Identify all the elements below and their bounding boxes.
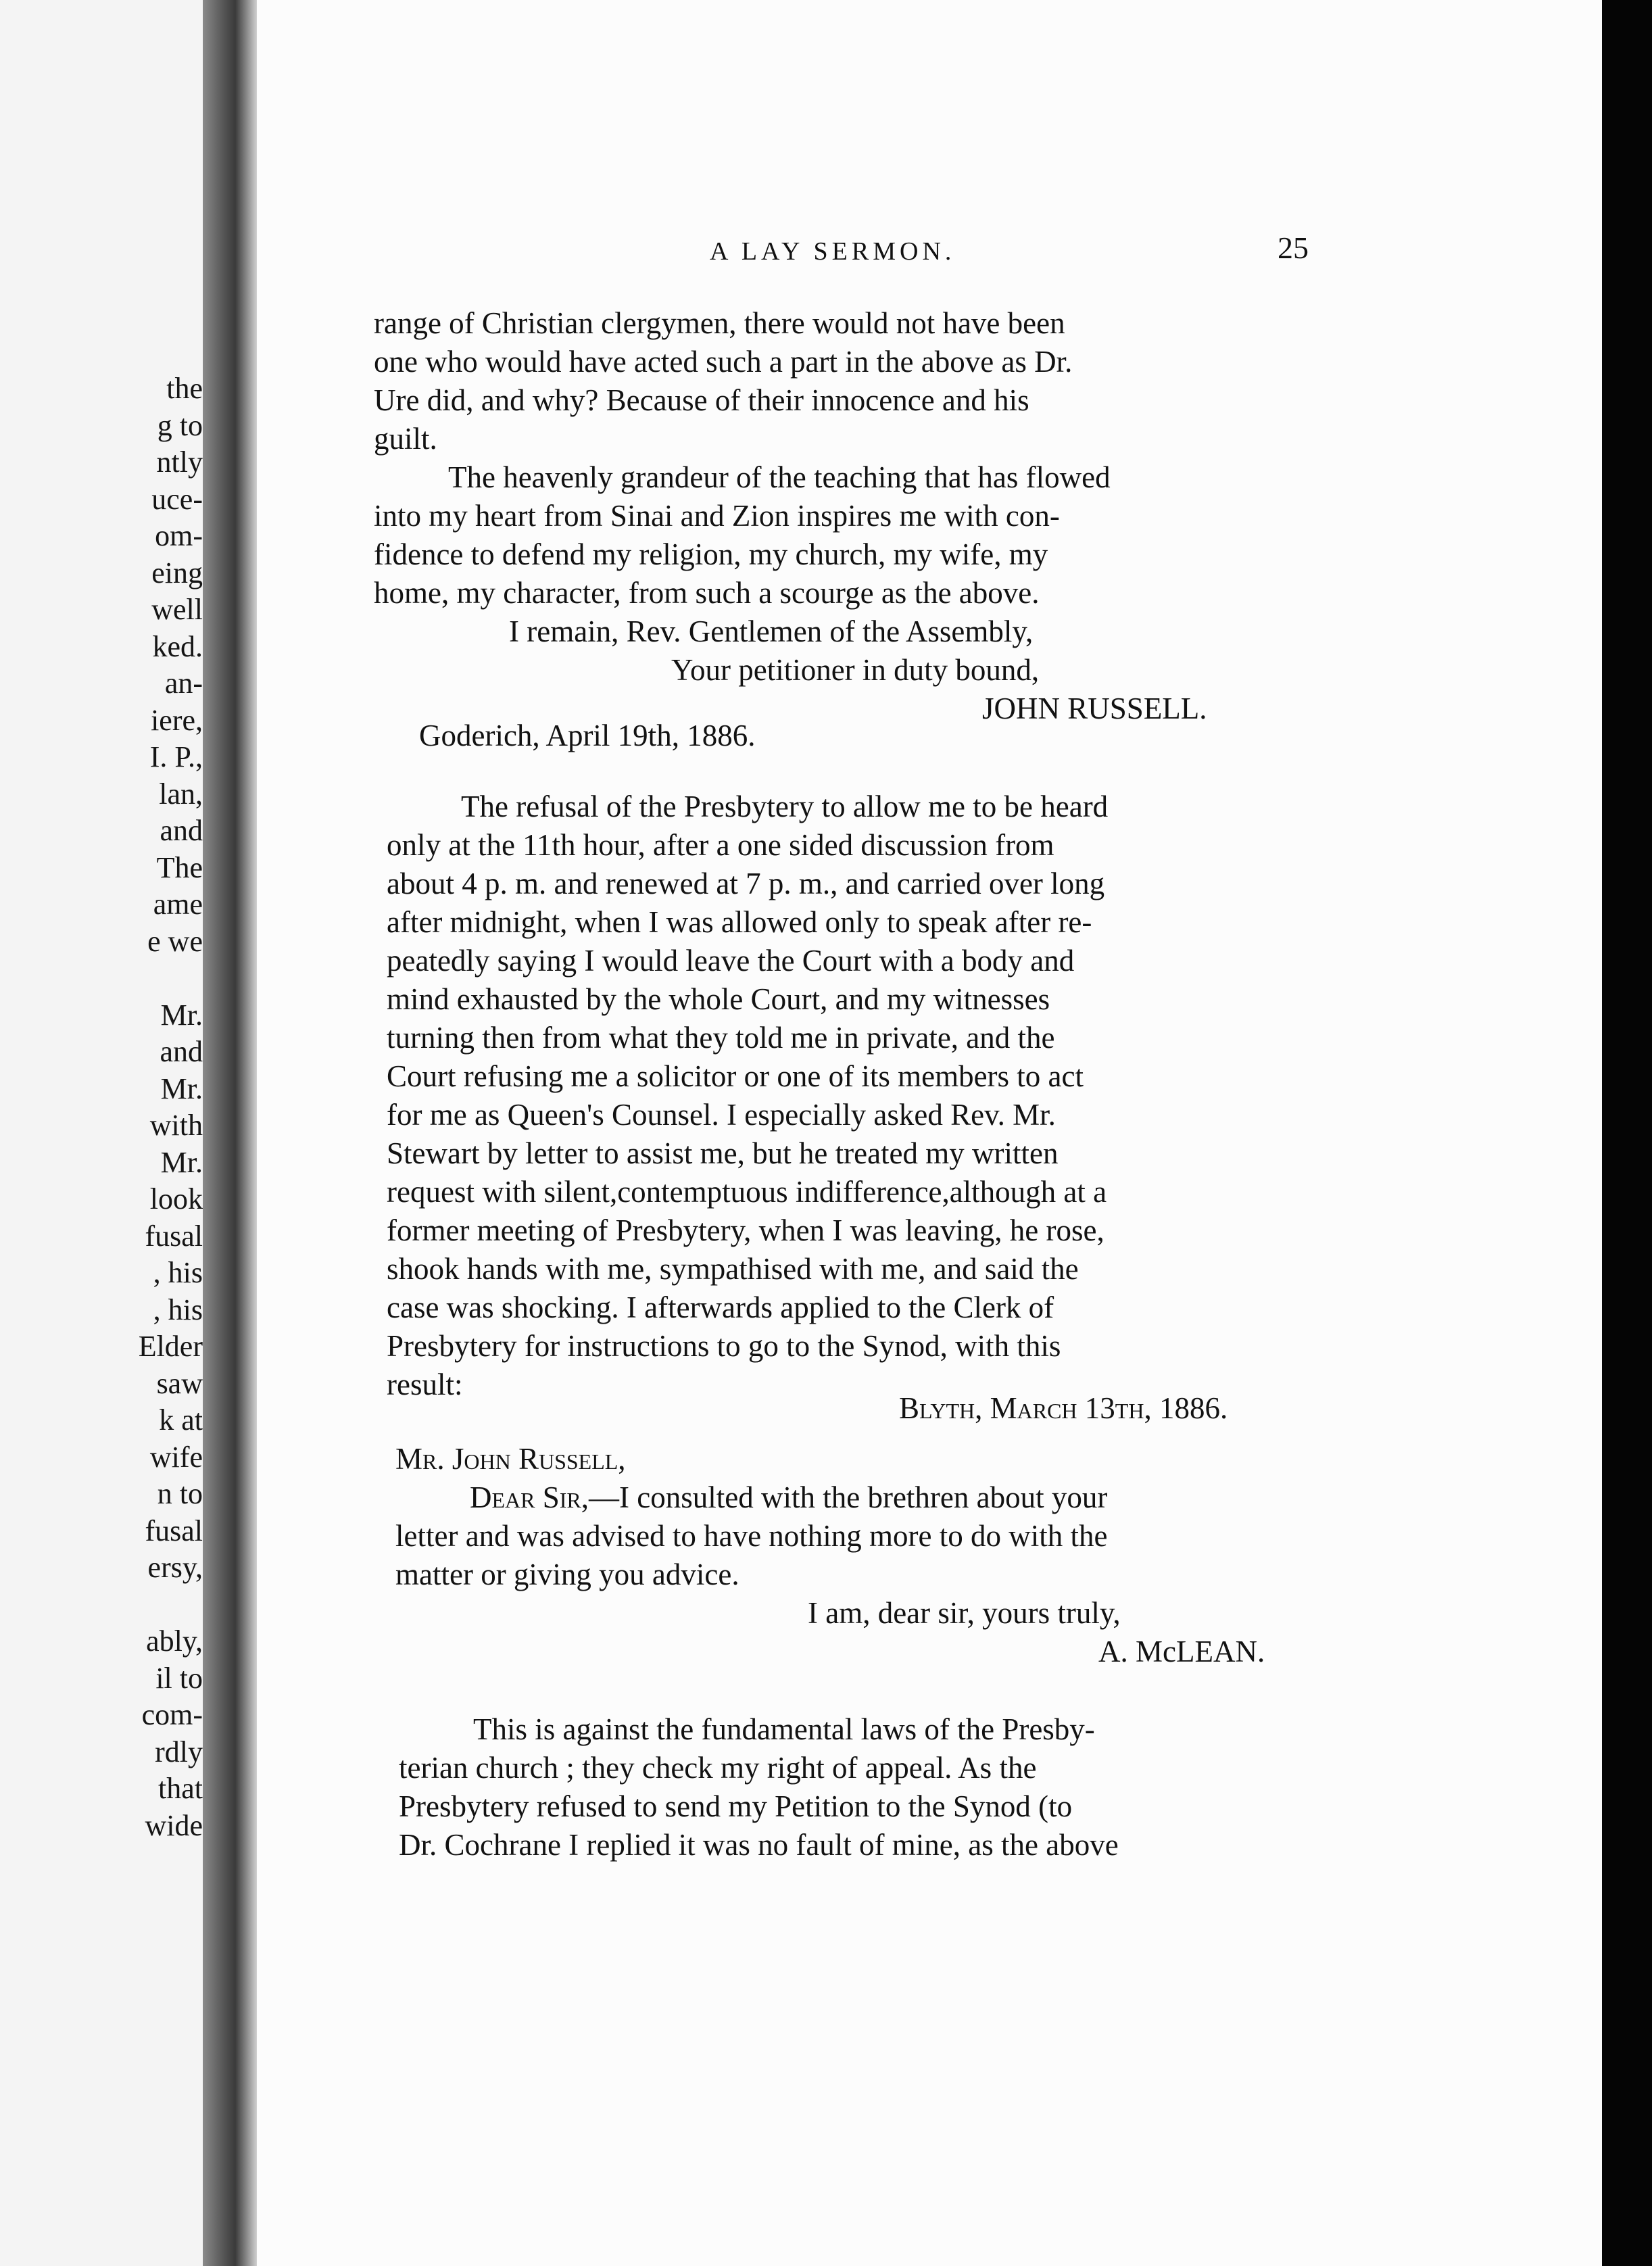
facing-line: with (149, 1109, 203, 1142)
facing-line: well (151, 593, 203, 626)
text-line: guilt. (374, 422, 437, 456)
text-line: result: (387, 1368, 463, 1401)
letter (395, 1440, 1265, 1671)
facing-line: ame (153, 888, 203, 921)
facing-line: il to (155, 1661, 203, 1695)
facing-line: saw (156, 1366, 203, 1400)
paragraph-appeal (399, 1710, 1119, 1864)
facing-line: Elder (138, 1330, 203, 1363)
facing-line: com- (141, 1698, 203, 1731)
text-line: Presbytery refused to send my Petition to the Synod (to (399, 1789, 1073, 1823)
facing-line: and (160, 814, 203, 847)
facing-line: The (156, 850, 203, 884)
text-line: range of Christian clergymen, there would not have been (374, 306, 1065, 340)
scan-border (1602, 0, 1652, 2266)
facing-line: Mr. (160, 1071, 203, 1105)
closing-line: I remain, Rev. Gentlemen of the Assembly, (509, 614, 1034, 648)
text-line: only at the 11th hour, after a one sided discussion from (387, 828, 1054, 862)
text-line: for me as Queen's Counsel. I especially asked Rev. Mr. (387, 1098, 1056, 1132)
facing-page-text (122, 370, 203, 1844)
facing-line: wife (149, 1440, 203, 1474)
facing-line: ersy, (147, 1551, 203, 1584)
running-head: A LAY SERMON. (710, 237, 956, 266)
text-line: request with silent,contemptuous indifference,although at a (387, 1175, 1107, 1209)
text-line: home, my character, from such a scourge as the above. (374, 576, 1040, 610)
text-line: turning then from what they told me in private, and the (387, 1021, 1055, 1055)
text-line: matter or giving you advice. (395, 1558, 739, 1591)
facing-line: , his (153, 1256, 203, 1289)
facing-line: and (160, 1035, 203, 1068)
paragraph-continuation (374, 304, 1207, 728)
text-line: peatedly saying I would leave the Court with a body and (387, 944, 1075, 978)
facing-line: that (158, 1772, 203, 1805)
book-gutter (203, 0, 257, 2266)
signature: JOHN RUSSELL. (982, 692, 1207, 725)
facing-line (122, 960, 203, 997)
text-line: Dr. Cochrane I replied it was no fault of mine, as the above (399, 1828, 1119, 1862)
letter-signature: A. McLEAN. (1098, 1635, 1265, 1668)
text-line: into my heart from Sinai and Zion inspires me with con- (374, 499, 1060, 533)
facing-line: the (166, 372, 203, 405)
text-line: one who would have acted such a part in the above as Dr. (374, 345, 1073, 379)
facing-line: uce- (151, 482, 203, 516)
facing-line (122, 1587, 203, 1624)
facing-line: Mr. (160, 998, 203, 1032)
text-line: former meeting of Presbytery, when I was leaving, he rose, (387, 1213, 1104, 1247)
letter-closing: I am, dear sir, yours truly, (808, 1596, 1121, 1630)
text-line: fidence to defend my religion, my church, my wife, my (374, 537, 1048, 571)
facing-line: rdly (155, 1735, 203, 1768)
letter-addressee: Mr. John Russell, (395, 1442, 626, 1476)
facing-line: k at (159, 1403, 203, 1437)
letter-dateline: Blyth, March 13th, 1886. (899, 1391, 1228, 1425)
facing-line: ked. (152, 629, 203, 663)
facing-line: e we (147, 924, 203, 958)
facing-line: ably, (146, 1624, 203, 1658)
closing-line: Your petitioner in duty bound, (671, 653, 1040, 687)
text-line: case was shocking. I afterwards applied to the Clerk of (387, 1291, 1054, 1324)
text-line: This is against the fundamental laws of the Presby- (473, 1712, 1095, 1746)
text-line: after midnight, when I was allowed only to speak after re- (387, 905, 1092, 939)
facing-line: g to (157, 408, 203, 442)
facing-line: wide (145, 1808, 203, 1842)
text-line: shook hands with me, sympathised with me, and said the (387, 1252, 1079, 1286)
place-date: Goderich, April 19th, 1886. (419, 719, 756, 752)
text-line: letter and was advised to have nothing more to do with the (395, 1519, 1108, 1553)
text-line: The heavenly grandeur of the teaching that has flowed (448, 460, 1111, 494)
facing-line: lan, (159, 777, 203, 811)
facing-line: look (149, 1182, 203, 1215)
facing-page (0, 0, 203, 2266)
facing-line: om- (155, 519, 203, 552)
text-line: Court refusing me a solicitor or one of its members to act (387, 1059, 1084, 1093)
text-line: terian church ; they check my right of appeal. As the (399, 1751, 1037, 1785)
text-line: The refusal of the Presbytery to allow me to be heard (461, 790, 1109, 823)
text-line: about 4 p. m. and renewed at 7 p. m., and carried over long (387, 867, 1105, 900)
text-line: Presbytery for instructions to go to the Synod, with this (387, 1329, 1061, 1363)
facing-line: eing (151, 556, 203, 589)
text-line: —I consulted with the brethren about your (589, 1480, 1108, 1514)
facing-line: I. P., (149, 740, 203, 773)
text-line: Ure did, and why? Because of their innocence and his (374, 383, 1029, 417)
facing-line: fusal (145, 1219, 203, 1253)
facing-line: Mr. (160, 1145, 203, 1179)
text-line: Stewart by letter to assist me, but he treated my written (387, 1136, 1059, 1170)
text-line: mind exhausted by the whole Court, and my witnesses (387, 982, 1050, 1016)
page-number: 25 (1278, 231, 1309, 265)
facing-line: iere, (151, 703, 203, 737)
facing-line: , his (153, 1293, 203, 1326)
facing-line: fusal (145, 1514, 203, 1547)
facing-line: an- (164, 667, 203, 700)
paragraph-refusal (387, 788, 1108, 1404)
facing-line: n to (157, 1477, 203, 1510)
facing-line: ntly (156, 445, 203, 479)
letter-salutation: Dear Sir, (470, 1480, 589, 1514)
